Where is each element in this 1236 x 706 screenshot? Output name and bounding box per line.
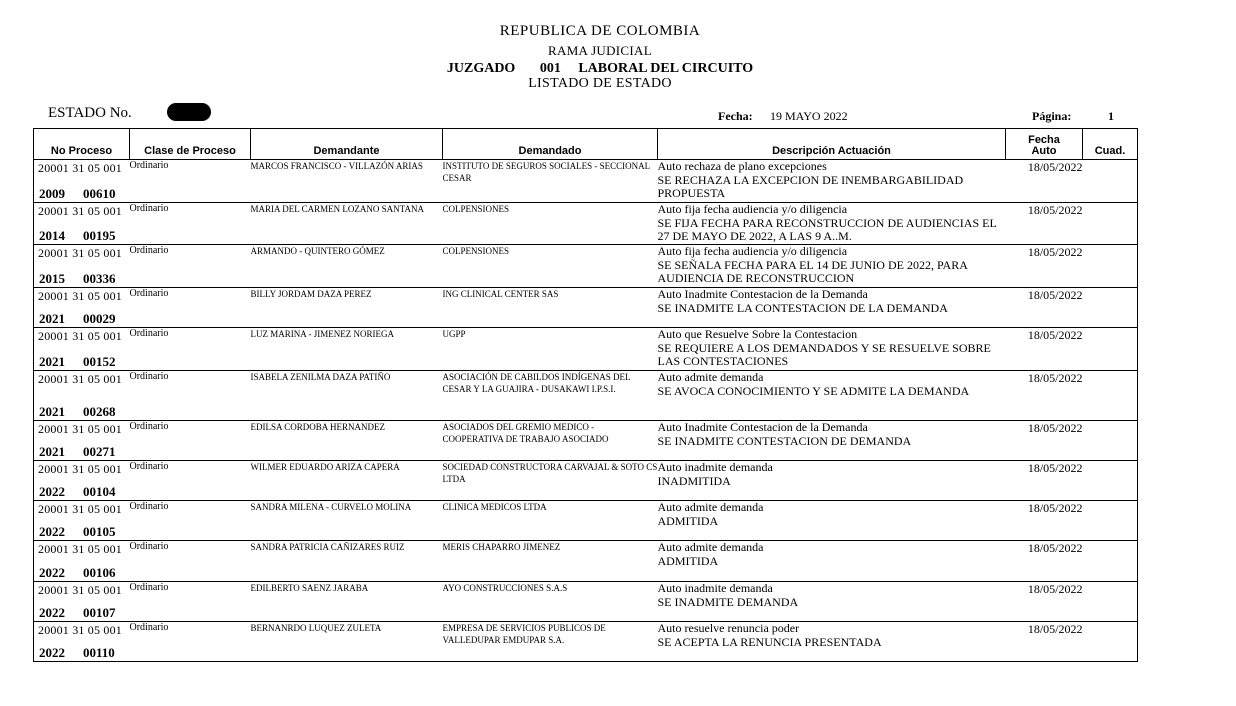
proceso-code: 20001 31 05 001: [38, 502, 122, 516]
cell-cuad: [1083, 421, 1138, 461]
cell-no-proceso: [34, 582, 130, 622]
proceso-year: 2021: [39, 444, 65, 459]
cell-demandante: EDILSA CORDOBA HERNANDEZ: [251, 421, 443, 461]
cell-fecha-auto: 18/05/2022: [1006, 421, 1083, 461]
actuacion-auto: Auto Inadmite Contestacion de la Demanda: [657, 287, 868, 301]
cell-demandante: ARMANDO - QUINTERO GÓMEZ: [251, 245, 443, 288]
cell-clase: Ordinario: [130, 461, 251, 501]
cell-cuad: [1083, 371, 1138, 421]
col-fecha-auto-label: Fecha Auto: [1028, 134, 1060, 157]
proceso-year: 2022: [39, 605, 65, 620]
cell-fecha-auto: 18/05/2022: [1006, 203, 1083, 245]
proceso-code: 20001 31 05 001: [38, 204, 122, 218]
proceso-radicado: [39, 404, 116, 420]
cell-descripcion: [658, 501, 1006, 541]
proceso-radicado: [39, 645, 115, 661]
proceso-number: 00029: [83, 311, 116, 326]
proceso-year: 2021: [39, 311, 65, 326]
table-row: [34, 245, 1138, 288]
proceso-radicado: [39, 444, 116, 460]
actuacion-detalle: SE INADMITE CONTESTACION DE DEMANDA: [657, 433, 912, 448]
proceso-year: 2022: [39, 645, 65, 660]
cell-cuad: [1083, 245, 1138, 288]
cell-no-proceso: [34, 160, 130, 203]
actuacion-detalle: SE INADMITE LA CONTESTACION DE LA DEMANDA: [657, 300, 948, 315]
cell-no-proceso: [34, 501, 130, 541]
cell-clase: Ordinario: [130, 371, 251, 421]
cell-clase: Ordinario: [130, 328, 251, 371]
proceso-year: 2021: [39, 354, 65, 369]
proceso-code: 20001 31 05 001: [38, 462, 122, 476]
proceso-code: 20001 31 05 001: [38, 246, 122, 260]
cell-fecha-auto: 18/05/2022: [1006, 501, 1083, 541]
estado-table: [33, 128, 1138, 662]
cell-clase: Ordinario: [130, 421, 251, 461]
fecha-label: Fecha:: [718, 109, 753, 123]
cell-demandado: UGPP: [443, 328, 658, 371]
actuacion-auto: Auto admite demanda: [657, 500, 764, 514]
cell-demandante: WILMER EDUARDO ARIZA CAPERA: [251, 461, 443, 501]
cell-descripcion: [658, 622, 1006, 662]
cell-demandado: MERIS CHAPARRO JIMENEZ: [443, 541, 658, 582]
table-row: [34, 203, 1138, 245]
cell-cuad: [1083, 622, 1138, 662]
proceso-year: 2022: [39, 565, 65, 580]
proceso-radicado: [39, 271, 116, 287]
cell-demandado: CLINICA MEDICOS LTDA: [443, 501, 658, 541]
actuacion-auto: Auto inadmite demanda: [657, 460, 773, 474]
cell-clase: Ordinario: [130, 288, 251, 328]
redaction-mark: [167, 103, 211, 121]
actuacion-detalle: SE REQUIERE A LOS DEMANDADOS Y SE RESUELVE SOBRE LAS CONTESTACIONES: [657, 340, 991, 368]
header-rama: RAMA JUDICIAL: [548, 43, 652, 58]
actuacion-auto: Auto inadmite demanda: [657, 581, 773, 595]
cell-demandado: SOCIEDAD CONSTRUCTORA CARVAJAL & SOTO CS LTDA: [443, 461, 658, 501]
cell-no-proceso: [34, 245, 130, 288]
pagina-value: 1: [1108, 109, 1114, 123]
cell-demandado: EMPRESA DE SERVICIOS PUBLICOS DE VALLEDUPAR EMDUPAR S.A.: [443, 622, 658, 662]
proceso-radicado: [39, 524, 116, 540]
cell-demandante: ISABELA ZENILMA DAZA PATIÑO: [251, 371, 443, 421]
header-listado: LISTADO DE ESTADO: [528, 76, 672, 91]
cell-cuad: [1083, 461, 1138, 501]
table-row: [34, 288, 1138, 328]
table-row: [34, 371, 1138, 421]
actuacion-auto: Auto fija fecha audiencia y/o diligencia: [657, 244, 848, 258]
cell-demandante: MARIA DEL CARMEN LOZANO SANTANA: [251, 203, 443, 245]
proceso-year: 2021: [39, 404, 65, 419]
actuacion-detalle: SE INADMITE DEMANDA: [657, 594, 799, 609]
table-row: [34, 622, 1138, 662]
cell-demandante: MARCOS FRANCISCO - VILLAZÓN ARIAS: [251, 160, 443, 203]
cell-cuad: [1083, 160, 1138, 203]
proceso-year: 2015: [39, 271, 65, 286]
cell-fecha-auto: 18/05/2022: [1006, 582, 1083, 622]
cell-demandado: ASOCIACIÓN DE CABILDOS INDÍGENAS DEL CESAR Y LA GUAJIRA - DUSAKAWI I.P.S.I.: [443, 371, 658, 421]
proceso-number: 00152: [83, 354, 116, 369]
cell-demandante: LUZ MARINA - JIMENEZ NORIEGA: [251, 328, 443, 371]
proceso-number: 00195: [83, 228, 116, 243]
cell-descripcion: [658, 160, 1006, 203]
estado-label: ESTADO No.: [48, 105, 132, 121]
cell-descripcion: [658, 461, 1006, 501]
table-row: [34, 501, 1138, 541]
proceso-number: 00105: [83, 524, 116, 539]
proceso-radicado: [39, 605, 116, 621]
col-no-proceso: No Proceso: [34, 129, 130, 160]
cell-no-proceso: [34, 328, 130, 371]
col-descripcion: Descripción Actuación: [658, 129, 1006, 160]
cell-clase: Ordinario: [130, 245, 251, 288]
table-header-row: [34, 129, 1138, 160]
cell-descripcion: [658, 245, 1006, 288]
cell-demandado: COLPENSIONES: [443, 245, 658, 288]
cell-cuad: [1083, 288, 1138, 328]
cell-demandado: ING CLINICAL CENTER SAS: [443, 288, 658, 328]
actuacion-auto: Auto rechaza de plano excepciones: [657, 159, 827, 173]
cell-clase: Ordinario: [130, 582, 251, 622]
cell-fecha-auto: 18/05/2022: [1006, 541, 1083, 582]
cell-clase: Ordinario: [130, 622, 251, 662]
proceso-code: 20001 31 05 001: [38, 583, 122, 597]
proceso-number: 00610: [83, 186, 116, 201]
proceso-code: 20001 31 05 001: [38, 623, 122, 637]
cell-demandante: EDILBERTO SAENZ JARABA: [251, 582, 443, 622]
cell-no-proceso: [34, 421, 130, 461]
cell-cuad: [1083, 328, 1138, 371]
proceso-year: 2014: [39, 228, 65, 243]
col-cuad: Cuad.: [1083, 129, 1138, 160]
cell-descripcion: [658, 203, 1006, 245]
table-row: [34, 461, 1138, 501]
cell-fecha-auto: 18/05/2022: [1006, 288, 1083, 328]
proceso-code: 20001 31 05 001: [38, 161, 122, 175]
actuacion-detalle: INADMITIDA: [657, 473, 731, 488]
actuacion-detalle: SE ACEPTA LA RENUNCIA PRESENTADA: [657, 634, 882, 649]
proceso-number: 00271: [83, 444, 116, 459]
proceso-radicado: [39, 354, 116, 370]
cell-no-proceso: [34, 288, 130, 328]
actuacion-detalle: SE RECHAZA LA EXCEPCION DE INEMBARGABILIDAD PROPUESTA: [657, 172, 964, 200]
actuacion-detalle: SE FIJA FECHA PARA RECONSTRUCCION DE AUDIENCIAS EL 27 DE MAYO DE 2022, A LAS 9 A..M.: [657, 215, 997, 243]
cell-cuad: [1083, 203, 1138, 245]
actuacion-auto: Auto que Resuelve Sobre la Contestacion: [657, 327, 858, 341]
proceso-number: 00336: [83, 271, 116, 286]
cell-demandado: COLPENSIONES: [443, 203, 658, 245]
actuacion-detalle: ADMITIDA: [657, 553, 719, 568]
actuacion-auto: Auto admite demanda: [657, 370, 764, 384]
table-row: [34, 582, 1138, 622]
header-republica: REPUBLICA DE COLOMBIA: [499, 23, 701, 39]
actuacion-auto: Auto fija fecha audiencia y/o diligencia: [657, 202, 848, 216]
cell-fecha-auto: 18/05/2022: [1006, 160, 1083, 203]
cell-demandado: AYO CONSTRUCCIONES S.A.S: [443, 582, 658, 622]
proceso-number: 00104: [83, 484, 116, 499]
proceso-code: 20001 31 05 001: [38, 372, 122, 386]
proceso-code: 20001 31 05 001: [38, 542, 122, 556]
cell-descripcion: [658, 541, 1006, 582]
proceso-number: 00268: [83, 404, 116, 419]
col-demandante: Demandante: [251, 129, 443, 160]
proceso-code: 20001 31 05 001: [38, 422, 122, 436]
cell-demandante: BERNANRDO LUQUEZ ZULETA: [251, 622, 443, 662]
cell-descripcion: [658, 328, 1006, 371]
proceso-year: 2009: [39, 186, 65, 201]
table-row: [34, 328, 1138, 371]
cell-cuad: [1083, 582, 1138, 622]
cell-descripcion: [658, 582, 1006, 622]
cell-descripcion: [658, 421, 1006, 461]
cell-clase: Ordinario: [130, 203, 251, 245]
col-demandado: Demandado: [443, 129, 658, 160]
cell-demandado: INSTITUTO DE SEGUROS SOCIALES - SECCIONAL CESAR: [443, 160, 658, 203]
cell-descripcion: [658, 288, 1006, 328]
pagina-label: Página:: [1032, 109, 1072, 123]
proceso-radicado: [39, 186, 116, 202]
proceso-year: 2022: [39, 524, 65, 539]
proceso-code: 20001 31 05 001: [38, 289, 122, 303]
cell-no-proceso: [34, 541, 130, 582]
proceso-radicado: [39, 484, 116, 500]
header-juzgado: JUZGADO 001 LABORAL DEL CIRCUITO: [446, 61, 754, 76]
cell-fecha-auto: 18/05/2022: [1006, 328, 1083, 371]
proceso-year: 2022: [39, 484, 65, 499]
actuacion-auto: Auto resuelve renuncia poder: [657, 621, 800, 635]
proceso-number: 00110: [83, 645, 115, 660]
fecha-value: 19 MAYO 2022: [770, 109, 848, 123]
cell-no-proceso: [34, 203, 130, 245]
cell-clase: Ordinario: [130, 501, 251, 541]
proceso-number: 00106: [83, 565, 116, 580]
proceso-number: 00107: [83, 605, 116, 620]
cell-demandante: SANDRA PATRICIA CAÑIZARES RUIZ: [251, 541, 443, 582]
actuacion-auto: Auto Inadmite Contestacion de la Demanda: [657, 420, 868, 434]
cell-cuad: [1083, 541, 1138, 582]
actuacion-detalle: ADMITIDA: [657, 513, 719, 528]
cell-demandante: BILLY JORDAM DAZA PEREZ: [251, 288, 443, 328]
cell-demandante: SANDRA MILENA - CURVELO MOLINA: [251, 501, 443, 541]
proceso-radicado: [39, 228, 116, 244]
table-row: [34, 541, 1138, 582]
proceso-code: 20001 31 05 001: [38, 329, 122, 343]
cell-clase: Ordinario: [130, 160, 251, 203]
table-row: [34, 160, 1138, 203]
actuacion-detalle: SE SEÑALA FECHA PARA EL 14 DE JUNIO DE 2022, PARA AUDIENCIA DE RECONSTRUCCION: [657, 257, 968, 285]
cell-demandado: ASOCIADOS DEL GREMIO MEDICO - COOPERATIVA DE TRABAJO ASOCIADO: [443, 421, 658, 461]
col-fecha-auto: [1006, 129, 1083, 160]
actuacion-auto: Auto admite demanda: [657, 540, 764, 554]
proceso-radicado: [39, 565, 116, 581]
col-clase: Clase de Proceso: [130, 129, 251, 160]
cell-fecha-auto: 18/05/2022: [1006, 371, 1083, 421]
cell-clase: Ordinario: [130, 541, 251, 582]
table-row: [34, 421, 1138, 461]
cell-no-proceso: [34, 461, 130, 501]
cell-fecha-auto: 18/05/2022: [1006, 622, 1083, 662]
cell-descripcion: [658, 371, 1006, 421]
cell-no-proceso: [34, 371, 130, 421]
cell-cuad: [1083, 501, 1138, 541]
cell-fecha-auto: 18/05/2022: [1006, 461, 1083, 501]
cell-fecha-auto: 18/05/2022: [1006, 245, 1083, 288]
actuacion-detalle: SE AVOCA CONOCIMIENTO Y SE ADMITE LA DEMANDA: [657, 383, 970, 398]
cell-no-proceso: [34, 622, 130, 662]
proceso-radicado: [39, 311, 116, 327]
